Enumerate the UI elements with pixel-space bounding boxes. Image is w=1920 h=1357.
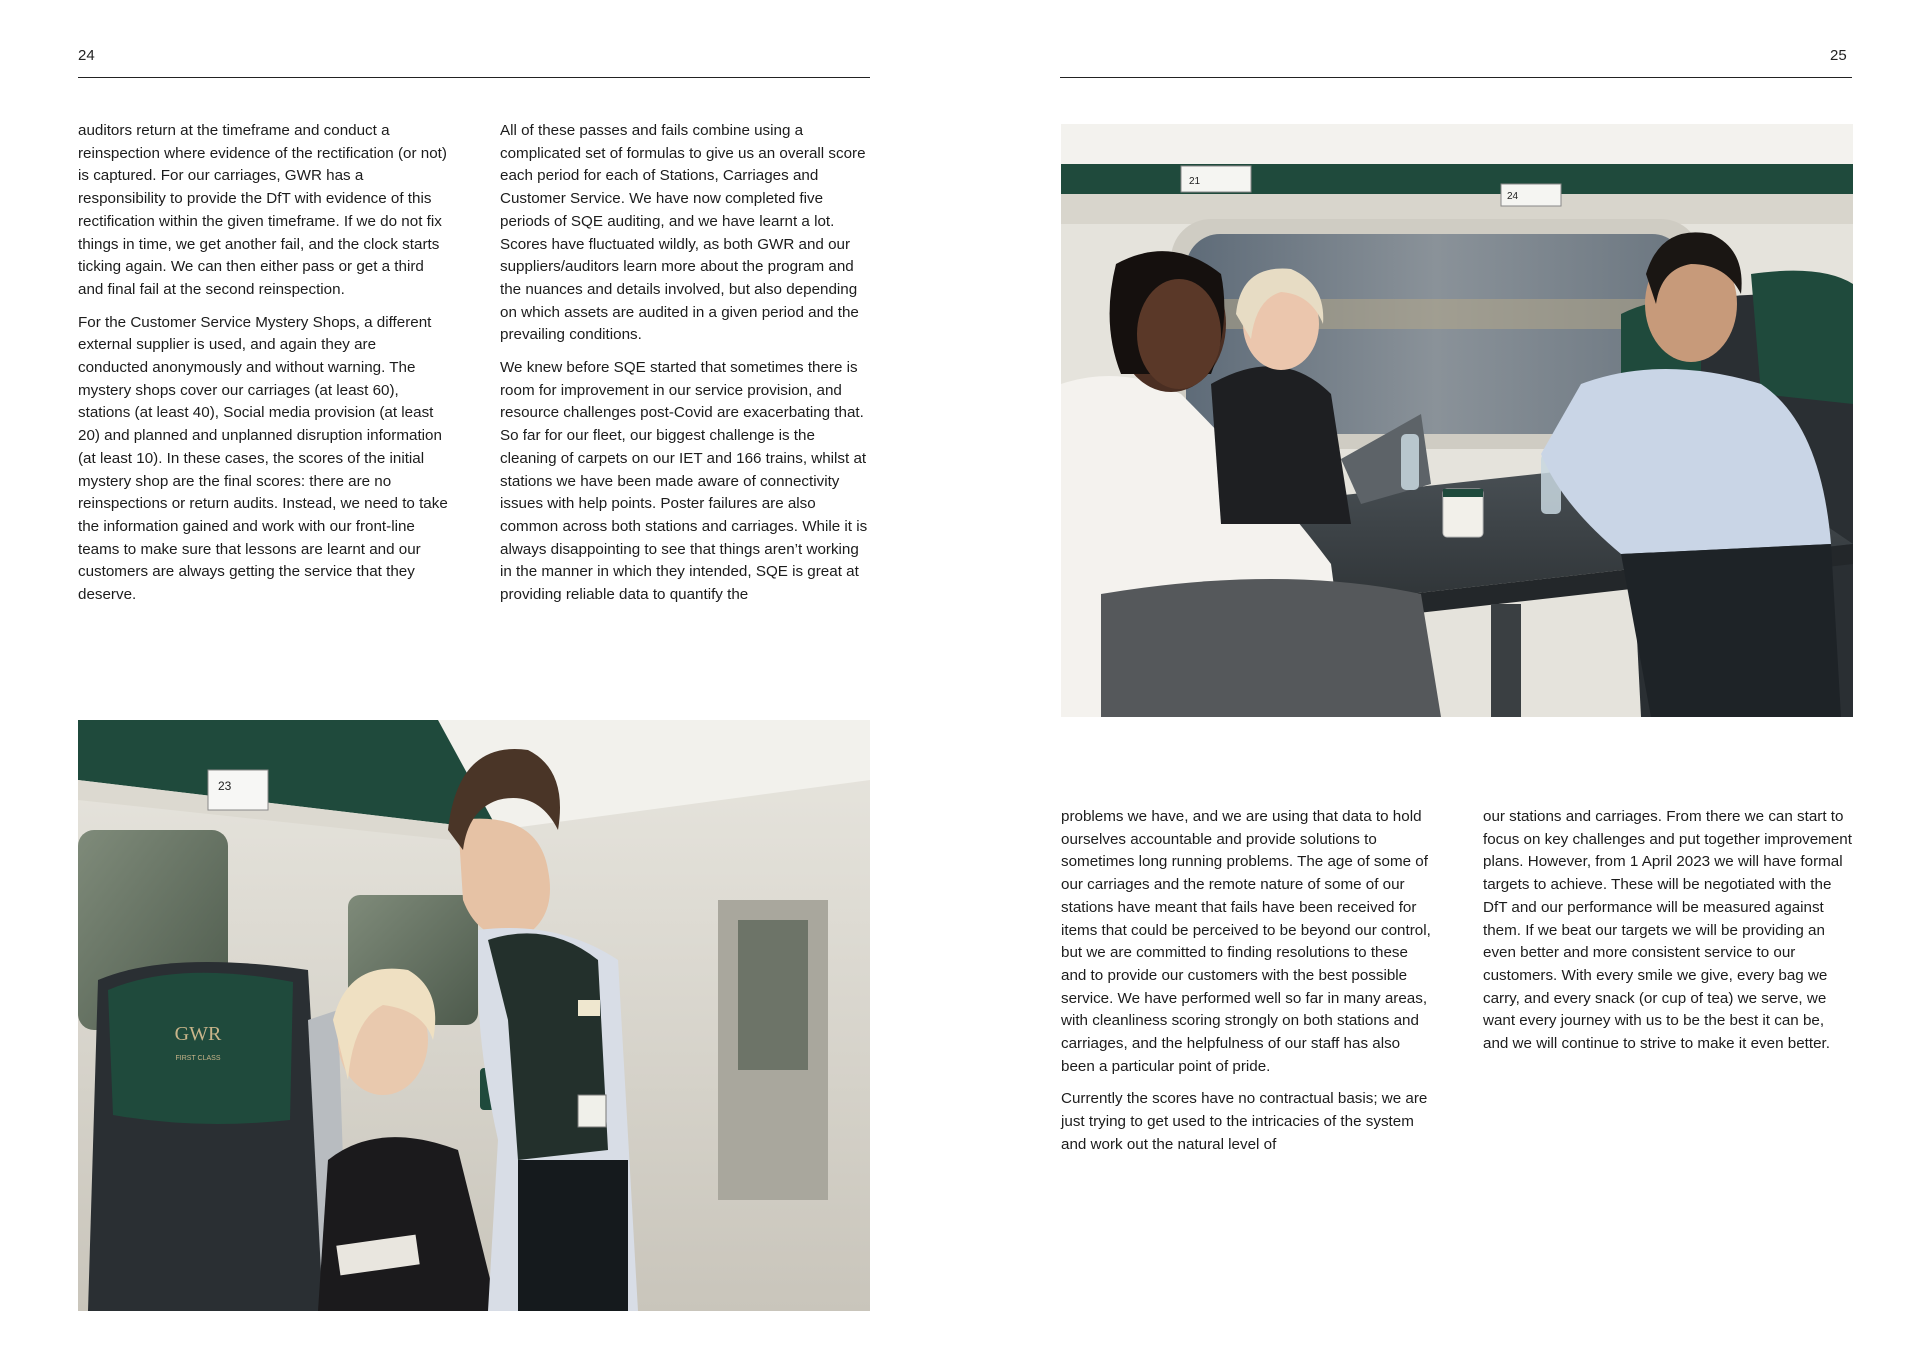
header-rule-left: [78, 77, 870, 78]
paragraph: For the Customer Service Mystery Shops, a different external supplier is used, and again they are conducted anonymously and without warning. The mystery shops cover our carriages (at least 60), stations (at least 40), Social media provision (at least 20) and planned and unplanned disruption information (at least 10). In these cases, the scores of the initial mystery shop are the final scores: there are no reinspections or return audits. Instead, we need to take the information gained and work with our front-line teams to make sure that lessons are learnt and our customers are always getting the service that they deserve.: [78, 313, 448, 604]
text-column-left-1: [78, 120, 448, 617]
text-column-left-2: [500, 120, 870, 617]
seat-number-text: 24: [1507, 191, 1519, 202]
text-column-right-2: [1483, 806, 1853, 1066]
paragraph: our stations and carriages. From there we can start to focus on key challenges and put together improvement plans. However, from 1 April 2023 we will have formal targets to achieve. These will be negotiated with the DfT and our performance will be measured against them. If we beat our targets we will be providing an even better and more consistent service to our customers. With every smile we give, every bag we carry, and every snack (or cup of tea) we serve, we want every journey with us to be the best it can be, and we will continue to strive to make it even better.: [1483, 808, 1852, 1053]
page-number-left: 24: [78, 47, 95, 64]
page-number-right: 25: [1830, 47, 1847, 64]
photo-train-host-serving-tea: [78, 720, 870, 1311]
seat-sublabel-text: FIRST CLASS: [175, 1055, 221, 1062]
seat-logo-text: GWR: [174, 1023, 222, 1045]
seat-number-text: 21: [1189, 176, 1201, 187]
photo-illustration: [1061, 124, 1853, 717]
paragraph: auditors return at the timeframe and conduct a reinspection where evidence of the rectification (or not) is captured. For our carriages, GWR has a responsibility to provide the DfT with evidence of this rectification within the given timeframe. If we do not fix things in time, we get another fail, and the clock starts ticking again. We can then either pass or get a third and final fail at the second reinspection.: [78, 122, 447, 298]
paragraph: Currently the scores have no contractual basis; we are just trying to get used to the intricacies of the system and work out the natural level of: [1061, 1090, 1428, 1153]
photo-passengers-at-table: [1061, 124, 1853, 717]
seat-number-text: 23: [218, 779, 232, 793]
paragraph: We knew before SQE started that sometimes there is room for improvement in our service provision, and resource challenges post-Covid are exacerbating that. So far for our fleet, our biggest challenge is the cleaning of carpets on our IET and 166 trains, whilst at stations we have been made aware of connectivity issues with help points. Poster failures are also common across both stations and carriages. While it is always disappointing to see that things aren’t working in the manner in which they intended, SQE is great at providing reliable data to quantify the: [500, 359, 868, 604]
text-column-right-1: [1061, 806, 1431, 1167]
header-rule-right: [1060, 77, 1852, 78]
photo-illustration: [78, 720, 870, 1311]
paragraph: All of these passes and fails combine using a complicated set of formulas to give us an overall score each period for each of Stations, Carriages and Customer Service. We have now completed five periods of SQE auditing, and we have learnt a lot. Scores have fluctuated wildly, as both GWR and our suppliers/auditors learn more about the program and the nuances and details involved, but also depending on which assets are audited in a given period and the prevailing conditions.: [500, 122, 866, 344]
paragraph: problems we have, and we are using that data to hold ourselves accountable and provide solutions to sometimes long running problems. The age of some of our carriages and the remote nature of some of our stations have meant that fails have been received for items that could be perceived to be beyond our control, but we are committed to finding resolutions to these and to provide our customers with the best possible service. We have performed well so far in many areas, with cleanliness scoring strongly on both stations and carriages, and the helpfulness of our staff has also been a particular point of pride.: [1061, 808, 1431, 1075]
